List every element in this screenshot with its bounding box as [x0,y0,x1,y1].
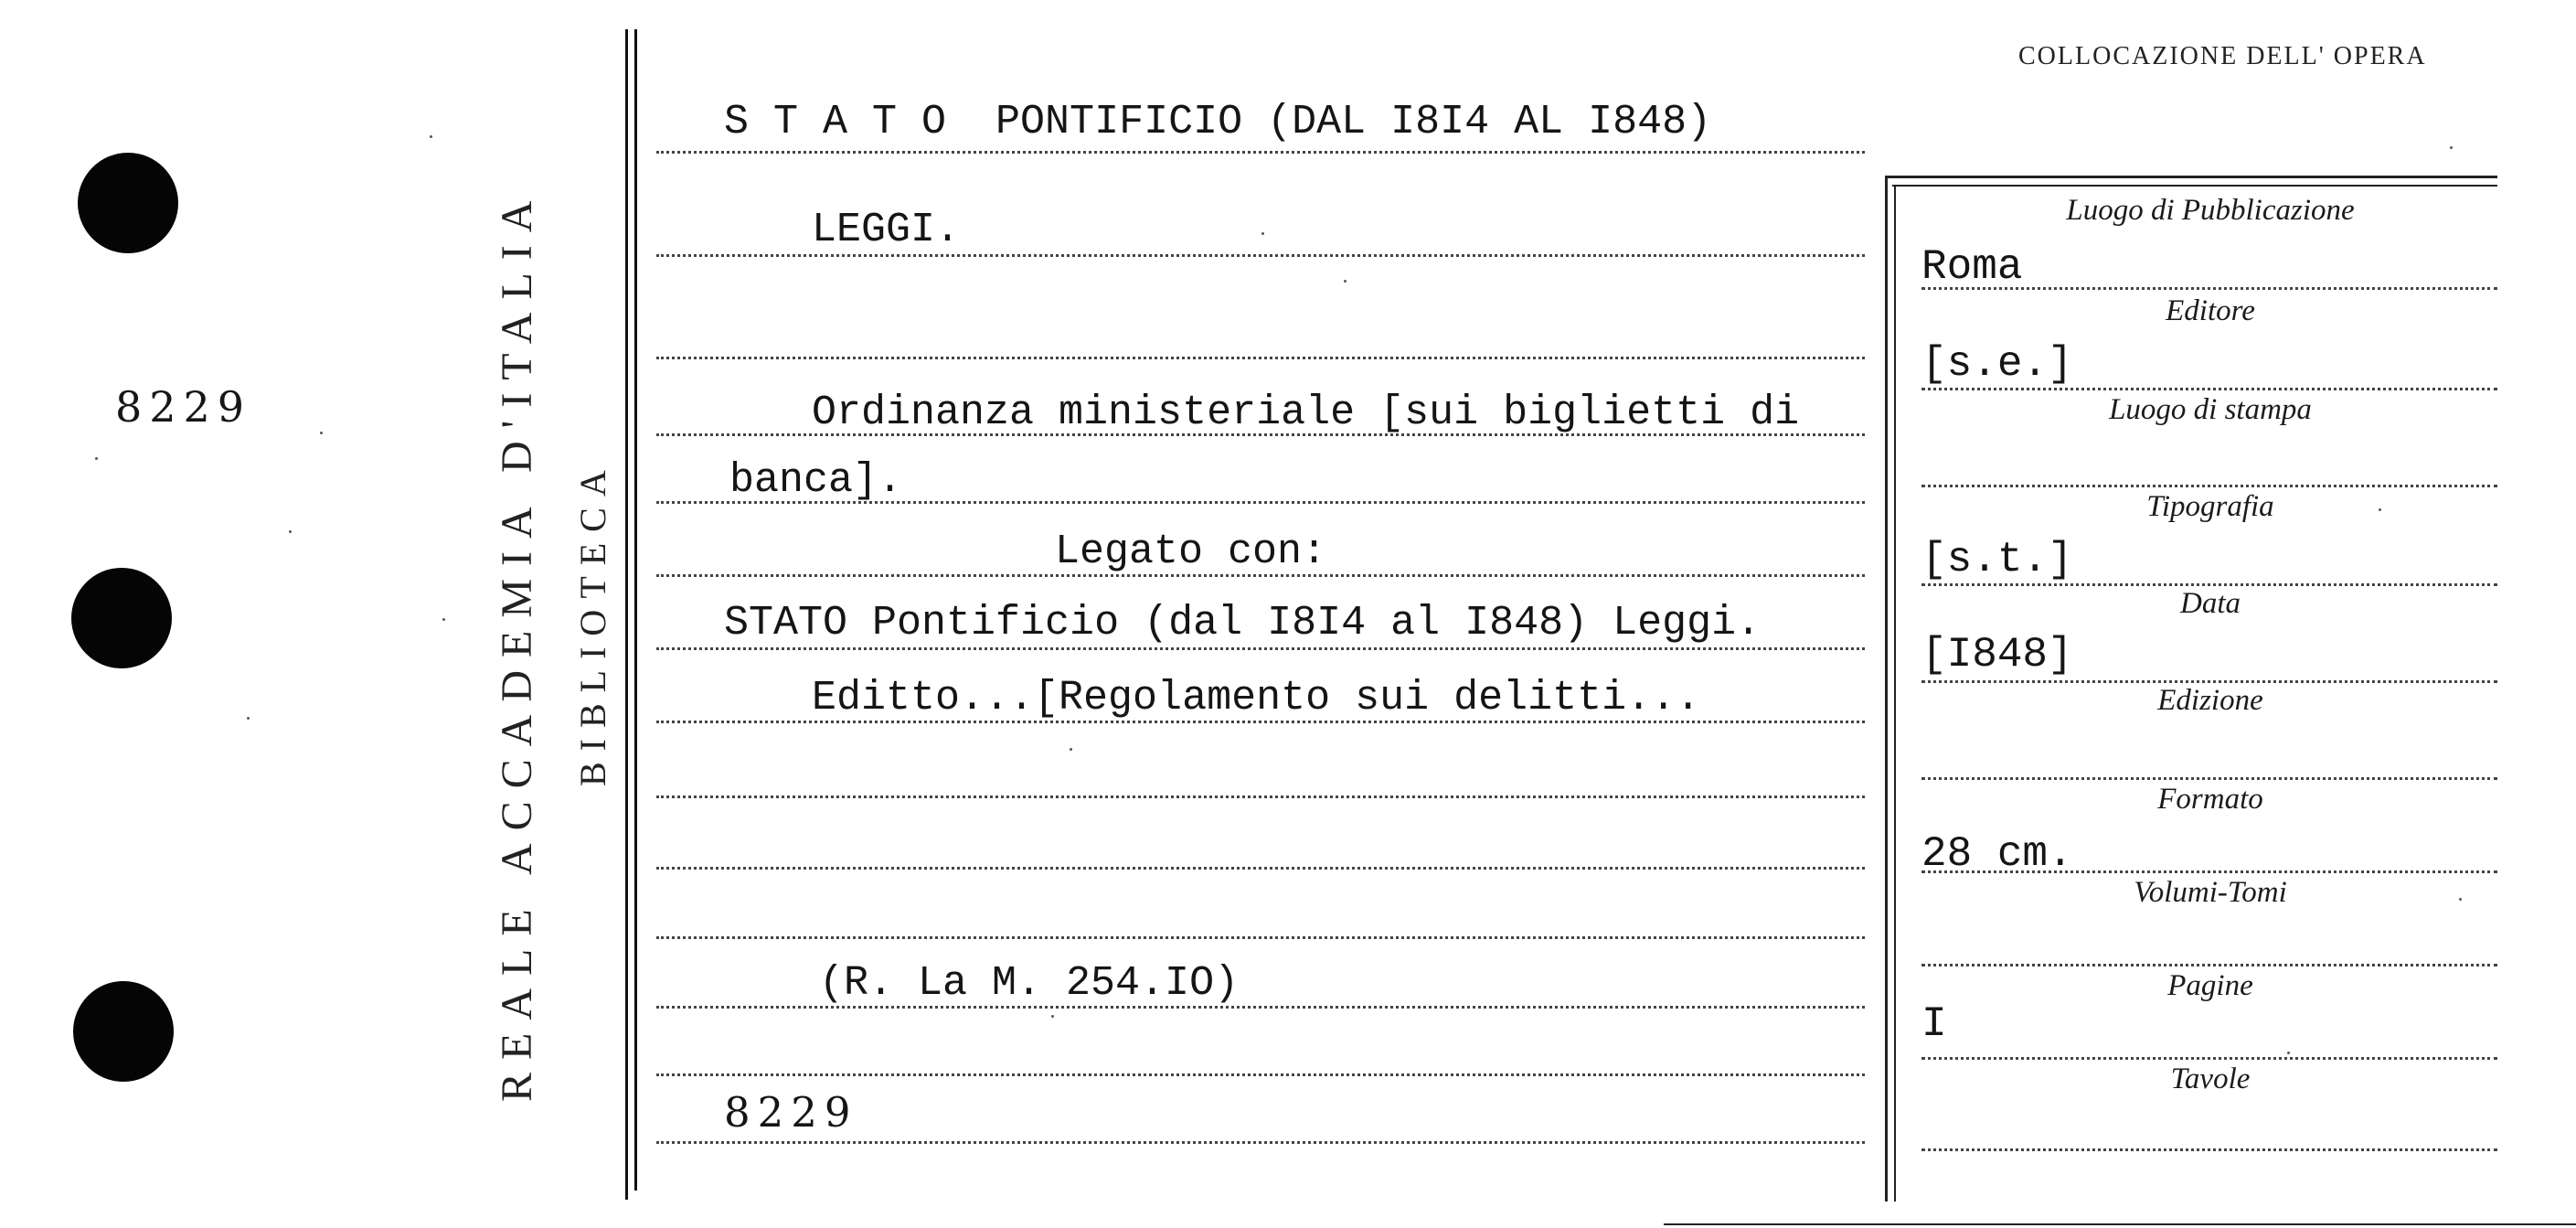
field-dotted-line [1921,287,2497,290]
field-box-border [1885,176,1888,1201]
scan-speck [289,530,292,533]
punch-hole [78,153,178,253]
vertical-rule [634,29,637,1191]
field-dotted-line [1921,680,2497,683]
scan-speck [430,135,432,138]
field-value-pagine: I [1921,1000,1947,1048]
field-label-data: Data [2180,587,2241,620]
scan-speck [2450,146,2453,149]
scan-speck [2459,898,2462,901]
field-label-editore: Editore [2166,294,2255,327]
field-label-formato: Formato [2157,783,2263,816]
scan-speck [1070,748,1072,751]
vertical-rule [625,29,628,1200]
field-dotted-line [1921,964,2497,966]
dotted-line [656,867,1865,870]
dotted-line [656,357,1865,359]
shelfmark-line: (R. La M. 254.IO) [819,960,1240,1007]
scan-speck [442,618,445,621]
subject-line: LEGGI. [812,207,961,253]
accession-number-margin: 8229 [115,382,252,432]
field-dotted-line [1921,777,2497,780]
field-box-border [1894,185,1896,1201]
dotted-line [656,1141,1865,1144]
title-line: Ordinanza ministeriale [sui biglietti di [812,390,1800,436]
field-box-border [1885,176,2497,178]
scan-speck [1051,1015,1054,1018]
bottom-rule [1664,1223,2576,1225]
field-label-tipografia: Tipografia [2146,490,2274,523]
institution-label: REALE ACCADEMIA D'ITALIA [493,187,541,1102]
punch-hole [73,981,174,1082]
field-dotted-line [1921,870,2497,873]
field-box-border [1892,185,2497,187]
field-dotted-line [1921,1057,2497,1060]
bound-heading-line: STATO Pontificio (dal I8I4 al I848) Leggi. [724,600,1762,646]
scan-speck [320,432,323,434]
field-label-pagine: Pagine [2167,969,2253,1002]
dotted-line [656,647,1865,650]
field-label-volumi-tomi: Volumi-Tomi [2134,876,2287,909]
field-label-tavole: Tavole [2170,1062,2251,1095]
field-value-formato: 28 cm. [1921,830,2073,878]
scan-speck [2379,508,2381,511]
scan-speck [1344,280,1347,283]
field-value-editore: [s.e.] [1921,340,2073,388]
field-value-data: [I848] [1921,631,2073,678]
dotted-line [656,151,1865,154]
scan-speck [1261,232,1264,235]
scan-speck [247,717,250,720]
dotted-line [656,796,1865,798]
field-dotted-line [1921,583,2497,586]
heading-line: S T A T O PONTIFICIO (DAL I8I4 AL I848) [724,99,1712,145]
dotted-line [656,1073,1865,1076]
dotted-line [656,936,1865,939]
field-value-luogo-pubblicazione: Roma [1921,243,2023,291]
accession-number-bottom: 8229 [724,1088,858,1137]
title-line-cont: banca]. [729,457,903,504]
field-label-edizione: Edizione [2157,684,2263,717]
field-dotted-line [1921,1148,2497,1151]
bound-with-line: Legato con: [1055,529,1327,575]
field-label-luogo-pubblicazione: Luogo di Pubblicazione [2066,194,2355,227]
field-label-luogo-stampa: Luogo di stampa [2109,393,2312,426]
bound-title-line: Editto...[Regolamento sui delitti... [812,675,1701,721]
field-value-tipografia: [s.t.] [1921,536,2073,583]
field-dotted-line [1921,388,2497,390]
dotted-line [656,254,1865,257]
scan-speck [2287,1052,2290,1054]
department-label: BIBLIOTECA [572,459,613,786]
collocazione-label: COLLOCAZIONE DELL' OPERA [2018,42,2427,70]
field-dotted-line [1921,485,2497,487]
scan-speck [95,457,98,460]
punch-hole [71,568,172,668]
